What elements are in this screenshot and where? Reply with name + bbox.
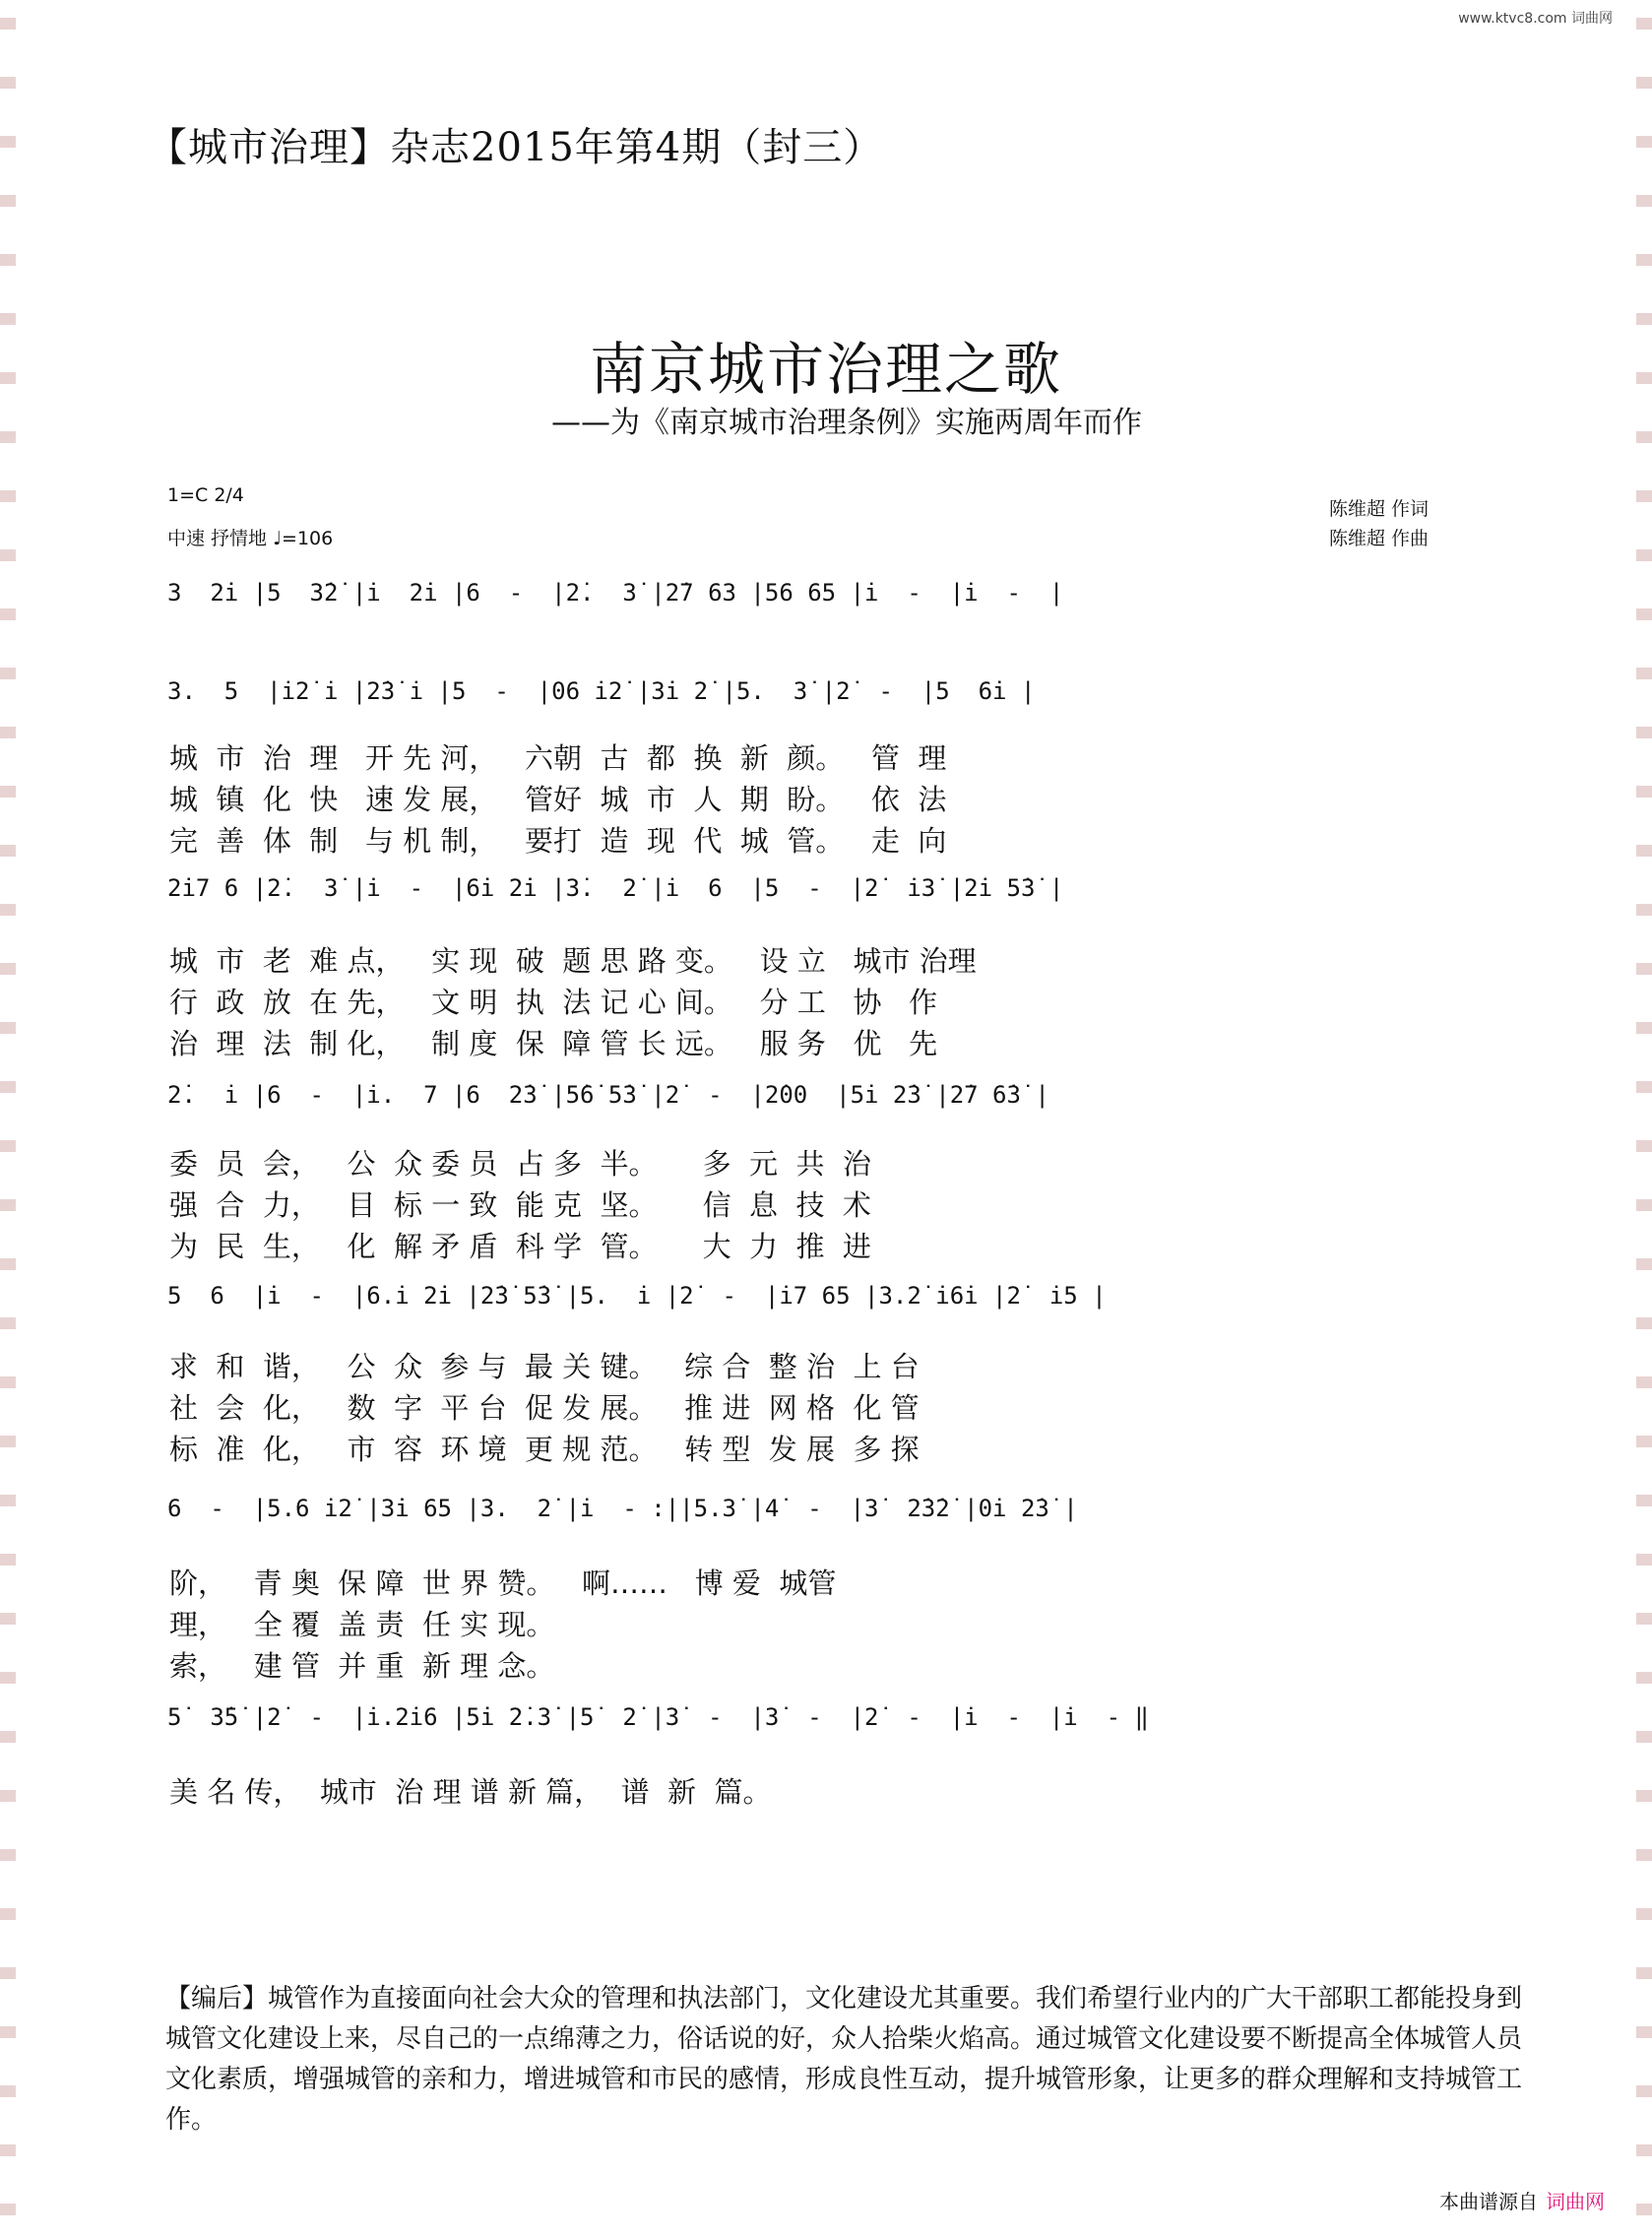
score-line-6: 6 - |5.6 i̇2̇ |3̇i̇ 65 |3. 2̇ |i̇ - :||5.3̇ |4̇ - |3̇ 2̇3̇2̇ |0i̇ 2̇3̇ | <box>167 1495 1078 1522</box>
source-brand: 词曲网 <box>1546 2190 1605 2213</box>
lyric-line: 标 准 化， 市 容 环 境 更 规 范。 转 型 发 展 多 探 <box>169 1433 920 1466</box>
tempo-marking: 中速 抒情地 ♩=106 <box>167 528 334 549</box>
lyric-line: 理， 全 覆 盖 责 任 实 现。 <box>169 1608 555 1641</box>
source-text: 本曲谱源自 <box>1439 2190 1538 2213</box>
key-signature: 1=C 2/4 <box>167 484 244 506</box>
lyric-line: 社 会 化， 数 字 平 台 促 发 展。 推 进 网 格 化 管 <box>169 1391 920 1425</box>
magazine-header: 【城市治理】杂志2015年第4期（封三） <box>148 125 884 170</box>
lyric-line: 阶， 青 奥 保 障 世 界 赞。 啊…… 博 爱 城管 <box>169 1567 837 1600</box>
lyricist-credit: 陈维超 作词 <box>1329 498 1430 520</box>
lyric-line: 为 民 生， 化 解 矛 盾 科 学 管。 大 力 推 进 <box>169 1230 871 1263</box>
lyric-line: 城 市 老 难 点， 实 现 破 题 思 路 变。 设 立 城市 治理 <box>169 944 977 978</box>
lyric-line: 强 合 力， 目 标 一 致 能 克 坚。 信 息 技 术 <box>169 1188 871 1222</box>
lyric-line: 城 镇 化 快 速 发 展， 管好 城 市 人 期 盼。 依 法 <box>169 783 947 816</box>
lyric-line: 完 善 体 制 与 机 制， 要打 造 现 代 城 管。 走 向 <box>169 824 947 858</box>
song-title: 南京城市治理之歌 <box>589 336 1062 403</box>
score-line-5: 5 6 |i̇ - |6.i̇ 2̇i̇ |2̇3̇ 5̇3̇ |5. i̇ |2̇ - |i̇7 65 |3.2̇ i̇6i̇ |2̇ i̇5 | <box>167 1282 1107 1310</box>
source-footer <box>1439 2186 1605 2214</box>
song-subtitle: ——为《南京城市治理条例》实施两周年而作 <box>551 406 1142 440</box>
lyric-line: 行 政 放 在 先， 文 明 执 法 记 心 间。 分 工 协 作 <box>169 986 938 1019</box>
lyric-line: 治 理 法 制 化， 制 度 保 障 管 长 远。 服 务 优 先 <box>169 1027 938 1060</box>
lyric-line: 美 名 传， 城市 治 理 谱 新 篇， 谱 新 篇。 <box>169 1775 772 1809</box>
lyric-line: 求 和 谐， 公 众 参 与 最 关 键。 综 合 整 治 上 台 <box>169 1350 920 1383</box>
score-line-4: 2̇. i̇ |6 - |i̇. 7 |6 2̇3̇ |5̇6̇ 5̇3̇ |2̇ - |2̇00 |5̇i̇ 2̇3̇ |2̇7 6̇3̇ | <box>167 1081 1049 1109</box>
editor-afterword: 【编后】城管作为直接面向社会大众的管理和执法部门，文化建设尤其重要。我们希望行业内的广大干部职工都能投身到城管文化建设上来，尽自己的一点绵薄之力，俗话说的好，众人拾柴火焰高。通过城管文化建设要不断提高全体城管人员文化素质，增强城管的亲和力，增进城管和市民的感情，形成良性互动，提升城管形象，让更多的群众理解和支持城管工作。 <box>165 1984 1523 2135</box>
watermark: www.ktvc8.com 词曲网 <box>1458 11 1613 27</box>
score-line-2: 3. 5 |i̇2̇ i̇ |2̇3̇ i̇ |5 - |06 i̇2̇ |3̇i̇ 2̇ |5. 3̇ |2̇ - |5 6̇i̇ | <box>167 677 1036 705</box>
lyric-line: 委 员 会， 公 众 委 员 占 多 半。 多 元 共 治 <box>169 1147 871 1181</box>
score-line-7: 5̇ 3̇5̇ |2̇ - |i̇.2̇i̇6 |5̇i̇ 2̇.3̇ |5̇ 2̇ |3̇ - |3̇ - |2̇ - |i̇ - |i̇ - ‖ <box>167 1703 1149 1731</box>
lyric-line: 城 市 治 理 开 先 河， 六朝 古 都 换 新 颜。 管 理 <box>169 741 947 775</box>
score-line-3: 2̇i̇7 6 |2̇. 3̇ |i̇ - |6̇i̇ 2̇i̇ |3̇. 2̇ |i̇ 6 |5 - |2̇ i̇3̇ |2̇i̇ 5̇3̇ | <box>167 874 1064 902</box>
composer-credit: 陈维超 作曲 <box>1329 528 1430 549</box>
score-line-1: 3 2̇i̇ |5 3̇2̇ |i̇ 2̇i̇ |6 - |2̇. 3̇ |2̇7 63 |56 65 |i̇ - |i̇ - | <box>167 579 1064 607</box>
lyric-line: 索， 建 管 并 重 新 理 念。 <box>169 1649 555 1683</box>
